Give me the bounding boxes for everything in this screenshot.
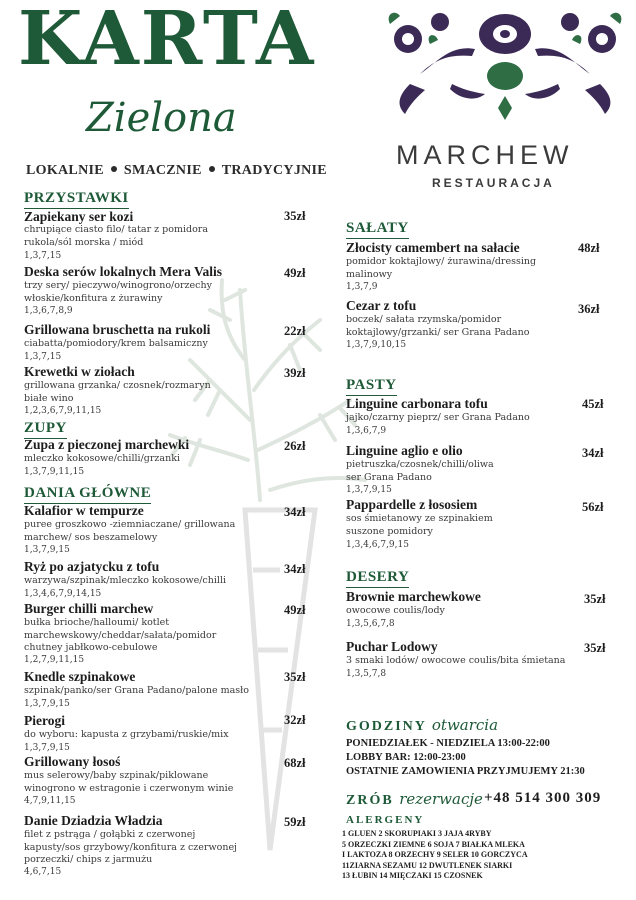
item-price: 45zł bbox=[582, 397, 604, 411]
item-desc: pietruszka/czosnek/chilli/oliwa ser Grana Padano bbox=[346, 459, 494, 483]
item-name: Knedle szpinakowe bbox=[24, 669, 136, 684]
item-allergens: 1,3,7,9,15 bbox=[346, 485, 392, 495]
item-desc: puree groszkowo -ziemniaczane/ grillowana marchew/ sos beszamelowy bbox=[24, 519, 236, 543]
item-price: 56zł bbox=[582, 500, 604, 514]
tagline-word: TRADYCYJNIE bbox=[221, 163, 327, 178]
allergen-line: 5 ORZECZKI ZIEMNE 6 SOJA 7 BIAŁKA MLEKA bbox=[342, 839, 525, 849]
menu-title: KARTA bbox=[18, 0, 316, 82]
allergen-line: 11ZIARNA SEZAMU 12 DWUTLENEK SIARKI bbox=[342, 860, 513, 870]
hours-heading: GODZINY otwarcia bbox=[346, 716, 499, 734]
item-allergens: 1,3,7,15 bbox=[24, 352, 62, 362]
item-desc: boczek/ sałata rzymska/pomidor koktajlowy/grzanki/ ser Grana Padano bbox=[346, 314, 530, 338]
item-allergens: 1,3,6,7,9 bbox=[346, 426, 387, 436]
item-desc: sos śmietanowy ze szpinakiem suszone pomidory bbox=[346, 513, 493, 537]
item-price: 22zł bbox=[284, 324, 306, 338]
item-name: Brownie marchewkowe bbox=[346, 589, 481, 604]
item-name: Krewetki w ziołach bbox=[24, 364, 135, 379]
item-allergens: 1,3,7,9,10,15 bbox=[346, 340, 407, 350]
item-price: 49zł bbox=[284, 603, 306, 617]
bullet-icon bbox=[111, 166, 117, 172]
tagline-word: LOKALNIE bbox=[26, 163, 104, 178]
item-name: Kalafior w tempurze bbox=[24, 503, 144, 518]
item-allergens: 1,3,7,9,11,15 bbox=[24, 467, 85, 477]
tagline-word: SMACZNIE bbox=[123, 163, 202, 178]
reservation-script: rezerwacje bbox=[399, 790, 483, 808]
item-name: Danie Dziadzia Władzia bbox=[24, 813, 163, 828]
item-name: Linguine carbonara tofu bbox=[346, 396, 488, 411]
reservation-heading: ZRÓB rezerwacje bbox=[346, 790, 483, 808]
item-price: 68zł bbox=[284, 756, 306, 770]
item-price: 35zł bbox=[284, 209, 306, 223]
item-allergens: 1,3,4,6,7,9,14,15 bbox=[24, 589, 102, 599]
section-przystawki: PRZYSTAWKI bbox=[24, 190, 129, 209]
item-allergens: 1,3,7,9,15 bbox=[24, 743, 70, 753]
item-name: Deska serów lokalnych Mera Valis bbox=[24, 264, 223, 279]
folk-ornament bbox=[380, 4, 630, 132]
item-desc: do wyboru: kapusta z grzybami/ruskie/mix bbox=[24, 729, 229, 740]
item-desc: owocowe coulis/lody bbox=[346, 605, 445, 616]
phone-number[interactable]: +48 514 300 309 bbox=[484, 790, 602, 806]
item-name: Ryż po azjatycku z tofu bbox=[24, 559, 160, 574]
hours-line: PONIEDZIAŁEK - NIEDZIELA 13:00-22:00 bbox=[346, 738, 550, 749]
item-name: Zapiekany ser kozi bbox=[24, 209, 134, 224]
section-desery: DESERY bbox=[346, 569, 409, 588]
item-name: Grillowana bruschetta na rukoli bbox=[24, 322, 211, 337]
item-price: 26zł bbox=[284, 439, 306, 453]
item-price: 59zł bbox=[284, 815, 306, 829]
item-allergens: 1,3,7,9,15 bbox=[24, 699, 70, 709]
item-price: 32zł bbox=[284, 713, 306, 727]
item-desc: trzy sery/ pieczywo/winogrono/orzechy włoskie/konfitura z żurawiny bbox=[24, 280, 212, 304]
item-price: 39zł bbox=[284, 366, 306, 380]
brand-subtitle: RESTAURACJA bbox=[432, 176, 555, 190]
item-allergens: 1,3,6,7,8,9 bbox=[24, 306, 73, 316]
tagline bbox=[26, 163, 327, 179]
item-desc: mus selerowy/baby szpinak/piklowane winogrono w estragonie i czerwonym winie bbox=[24, 770, 234, 794]
item-allergens: 1,3,7,9,15 bbox=[24, 545, 70, 555]
item-name: Pierogi bbox=[24, 713, 65, 728]
hours-line: LOBBY BAR: 12:00-23:00 bbox=[346, 752, 466, 763]
item-price: 35zł bbox=[284, 670, 306, 684]
item-desc: bułka brioche/halloumi/ kotlet marchewskowy/cheddar/sałata/pomidor chutney jabłkowo-cebulowe bbox=[24, 617, 217, 653]
allergen-line: I LAKTOZA 8 ORZECHY 9 SELER 10 GORCZYCA bbox=[342, 850, 528, 859]
item-allergens: 4,7,9,11,15 bbox=[24, 796, 76, 806]
item-name: Złocisty camembert na sałacie bbox=[346, 240, 520, 255]
item-desc: filet z pstrąga / gołąbki z czerwonej kapusty/sos grzybowy/konfitura z czerwonej porzeczki/ chips z jarmużu bbox=[24, 829, 238, 865]
allergen-line: 13 ŁUBIN 14 MIĘCZAKI 15 CZOSNEK bbox=[342, 871, 483, 880]
item-price: 35zł bbox=[584, 641, 606, 655]
section-dania-glowne: DANIA GŁÓWNE bbox=[24, 485, 151, 504]
item-price: 34zł bbox=[582, 446, 604, 460]
item-desc: warzywa/szpinak/mleczko kokosowe/chilli bbox=[24, 575, 227, 586]
item-allergens: 1,2,7,9,11,15 bbox=[24, 655, 85, 665]
item-name: Grillowany łosoś bbox=[24, 754, 121, 769]
item-desc: ciabatta/pomiodory/krem balsamiczny bbox=[24, 338, 208, 349]
item-allergens: 1,3,4,6,7,9,15 bbox=[346, 540, 409, 550]
item-allergens: 1,3,7,15 bbox=[24, 251, 62, 261]
item-price: 36zł bbox=[578, 302, 600, 316]
section-salaty: SAŁATY bbox=[346, 220, 409, 239]
item-desc: jajko/czarny pieprz/ ser Grana Padano bbox=[346, 412, 530, 423]
item-name: Zupa z pieczonej marchewki bbox=[24, 437, 190, 452]
allergens-list bbox=[342, 829, 528, 882]
item-name: Pappardelle z łososiem bbox=[346, 497, 478, 512]
bullet-icon bbox=[209, 166, 215, 172]
item-name: Burger chilli marchew bbox=[24, 601, 154, 616]
item-name: Linguine aglio e olio bbox=[346, 443, 463, 458]
item-allergens: 4,6,7,15 bbox=[24, 867, 62, 877]
item-desc: szpinak/panko/ser Grana Padano/palone masło bbox=[24, 685, 249, 696]
item-name: Cezar z tofu bbox=[346, 298, 417, 313]
section-pasty: PASTY bbox=[346, 377, 397, 396]
item-price: 49zł bbox=[284, 266, 306, 280]
item-price: 34zł bbox=[284, 505, 306, 519]
allergens-heading: ALERGENY bbox=[346, 814, 425, 826]
hours-line: OSTATNIE ZAMOWIENIA PRZYJMUJEMY 21:30 bbox=[346, 766, 585, 777]
section-zupy: ZUPY bbox=[24, 420, 67, 439]
item-desc: chrupiące ciasto filo/ tatar z pomidora rukola/sól morska / miód bbox=[24, 224, 209, 248]
item-desc: pomidor koktajlowy/ żurawina/dressing malinowy bbox=[346, 256, 537, 280]
hours-script: otwarcia bbox=[431, 716, 499, 734]
item-price: 35zł bbox=[584, 592, 606, 606]
item-desc: grillowana grzanka/ czosnek/rozmaryn białe wino bbox=[24, 380, 211, 404]
menu-subtitle: Zielona bbox=[86, 95, 237, 141]
item-allergens: 1,3,5,6,7,8 bbox=[346, 619, 395, 629]
brand-name: MARCHEW bbox=[396, 140, 574, 170]
item-allergens: 1,3,5,7,8 bbox=[346, 669, 387, 679]
allergen-line: 1 GLUEN 2 SKORUPIAKI 3 JAJA 4RYBY bbox=[342, 829, 492, 838]
item-price: 48zł bbox=[578, 241, 600, 255]
item-price: 34zł bbox=[284, 562, 306, 576]
item-allergens: 1,3,7,9 bbox=[346, 282, 378, 292]
item-name: Puchar Lodowy bbox=[346, 639, 438, 654]
item-desc: 3 smaki lodów/ owocowe coulis/bita śmietana bbox=[346, 655, 566, 666]
item-allergens: 1,2,3,6,7,9,11,15 bbox=[24, 406, 102, 416]
item-desc: mleczko kokosowe/chilli/grzanki bbox=[24, 453, 180, 464]
